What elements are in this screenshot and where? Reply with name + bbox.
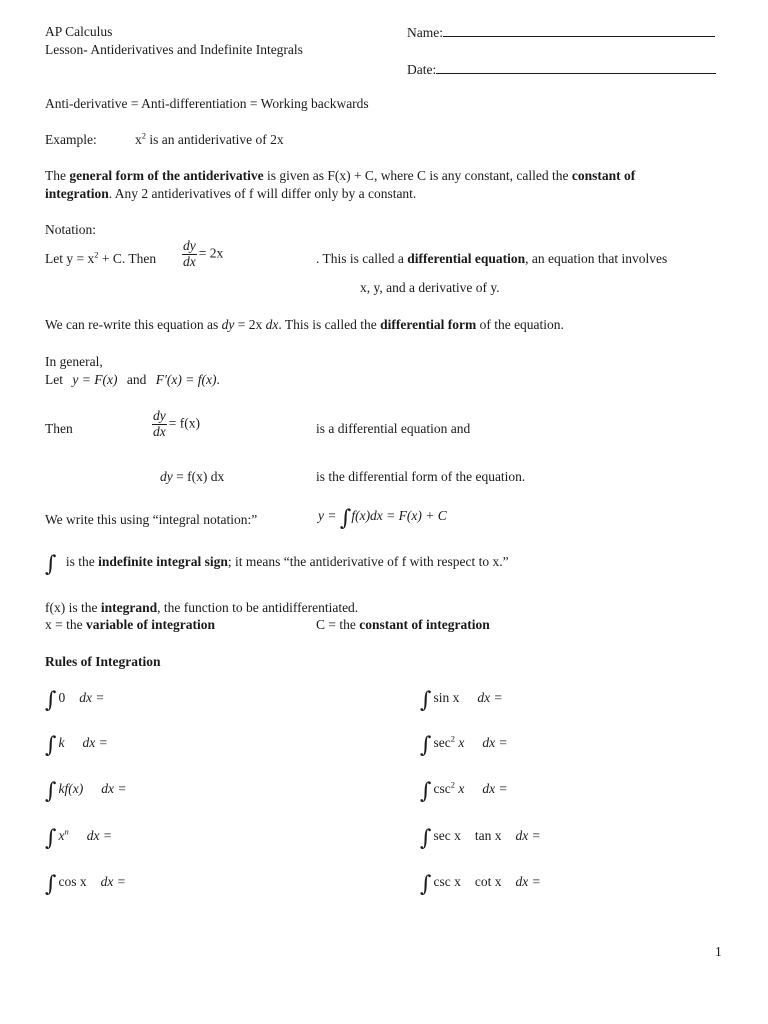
rewrite-mid: = 2x <box>234 317 266 332</box>
rule-expression: kf(x) <box>58 781 84 796</box>
dy-dx-equation <box>180 239 223 270</box>
course-title: AP Calculus <box>45 24 113 39</box>
variable-bold: variable of integration <box>85 617 215 632</box>
general-form-line2 <box>45 186 416 203</box>
integral-icon: ∫ <box>420 733 432 758</box>
general-form-text: The <box>45 168 70 183</box>
called-text: . This is called a <box>316 251 408 266</box>
rule-left-4 <box>45 828 112 850</box>
rule-variable: x <box>454 781 465 796</box>
example-base: x <box>135 132 142 147</box>
date-field[interactable] <box>407 61 716 79</box>
rule-expression: sin x <box>433 690 460 705</box>
rule-right-1 <box>420 690 503 712</box>
variable-text: x = the <box>45 617 86 632</box>
rule-right-3 <box>420 781 508 803</box>
variable-of-integration <box>45 617 215 634</box>
then-label: Then <box>45 421 73 436</box>
rule-exponent: 2 <box>450 779 455 790</box>
fraction-denominator: dx <box>183 253 196 269</box>
rule-left-1 <box>45 690 104 712</box>
constant-of-bold: constant of <box>571 168 636 183</box>
name-label: Name: <box>407 25 443 40</box>
antiderivative-definition: Anti-derivative = Anti-differentiation = Working backwards <box>45 96 369 111</box>
rule-dx: dx = <box>477 690 503 705</box>
differential-equation-text <box>316 251 667 268</box>
dy-dx-fraction <box>182 239 197 270</box>
rule-right-5 <box>420 874 541 896</box>
rule-expression-2: tan x <box>474 828 502 843</box>
general-df-dy: dy <box>160 469 173 484</box>
general-fraction-denominator: dx <box>153 423 166 439</box>
name-field[interactable] <box>407 24 715 42</box>
page-number: 1 <box>715 944 722 959</box>
let-exponent: 2 <box>94 249 99 260</box>
let-suffix: + C. Then <box>98 251 157 266</box>
integral-sign-line <box>45 554 509 576</box>
period: . <box>216 372 220 387</box>
and-word: and <box>126 372 147 387</box>
involves-text: x, y, and a derivative of y. <box>360 280 500 295</box>
rule-expression: sec x <box>433 828 461 843</box>
rule-expression: x <box>58 828 65 843</box>
rewrite-suffix: . This is called the <box>278 317 381 332</box>
called-text-2: , an equation that involves <box>525 251 668 266</box>
rewrite-suffix-2: of the equation. <box>476 317 564 332</box>
integral-icon: ∫ <box>45 779 57 804</box>
differential-equation-desc: is a differential equation and <box>316 421 471 436</box>
general-fraction-rhs: = f(x) <box>168 415 200 431</box>
constant-of-integration <box>316 617 490 634</box>
rule-expression-2: cot x <box>474 874 502 889</box>
constant-text: C = the <box>316 617 360 632</box>
differential-form-desc: is the differential form of the equation. <box>316 469 526 484</box>
example-exponent: 2 <box>141 130 146 141</box>
integral-sign-text: is the <box>62 554 99 569</box>
rule-dx: dx = <box>101 781 127 796</box>
rewrite-prefix: We can re-write this equation as <box>45 317 219 332</box>
rule-dx: dx = <box>482 781 508 796</box>
rule-left-2 <box>45 735 108 757</box>
general-form-text-3: . Any 2 antiderivatives of f will differ only by a constant. <box>108 186 417 201</box>
general-df-rhs: = f(x) dx <box>172 469 225 484</box>
date-line <box>436 61 716 74</box>
general-differential-form <box>160 469 224 486</box>
fraction-numerator: dy <box>183 238 196 253</box>
indefinite-integral-icon: ∫ <box>45 552 57 577</box>
integral-eq-right: f(x)dx = F(x) + C <box>351 508 447 523</box>
lesson-title: Lesson- Antiderivatives and Indefinite Integrals <box>45 42 303 57</box>
rule-dx: dx = <box>515 874 541 889</box>
rewrite-line <box>45 317 564 334</box>
rule-left-3 <box>45 781 126 803</box>
general-form-line1 <box>45 168 635 185</box>
differential-equation-bold: differential equation <box>407 251 526 266</box>
notation-let <box>45 251 156 268</box>
example-label: Example: <box>45 132 97 147</box>
in-general-heading: In general, <box>45 354 103 369</box>
general-fraction-numerator: dy <box>153 408 166 423</box>
rules-heading: Rules of Integration <box>45 654 161 669</box>
rewrite-dy: dy <box>221 317 235 332</box>
rule-exponent: 2 <box>450 733 455 744</box>
integral-icon: ∫ <box>420 872 432 897</box>
let-prefix: Let y = x <box>45 251 95 266</box>
example-rest: is an antiderivative of 2x <box>146 132 284 147</box>
integration-bold: integration <box>45 186 109 201</box>
rule-expression: cos x <box>58 874 87 889</box>
integral-icon: ∫ <box>420 779 432 804</box>
integral-icon: ∫ <box>45 733 57 758</box>
rule-left-5 <box>45 874 126 896</box>
rule-expression: csc <box>433 781 451 796</box>
let-label: Let <box>45 372 63 387</box>
indefinite-integral-sign-bold: indefinite integral sign <box>98 554 228 569</box>
constant-bold: constant of integration <box>359 617 490 632</box>
integral-icon: ∫ <box>45 872 57 897</box>
integral-icon: ∫ <box>45 826 57 851</box>
integrand-text: f(x) is the <box>45 600 101 615</box>
integral-icon: ∫ <box>420 688 432 713</box>
rule-variable: x <box>454 735 465 750</box>
y-equals-F: y = F(x) <box>72 372 118 387</box>
differential-form-bold: differential form <box>380 317 477 332</box>
rule-right-4 <box>420 828 541 850</box>
rule-dx: dx = <box>82 735 108 750</box>
rule-expression: 0 <box>58 690 66 705</box>
integral-notation-text: We write this using “integral notation:” <box>45 512 258 527</box>
rule-dx: dx = <box>515 828 541 843</box>
rule-exponent: n <box>64 826 69 837</box>
name-line <box>443 24 715 37</box>
rewrite-dx: dx <box>265 317 279 332</box>
integral-notation-equation <box>318 508 447 530</box>
general-form-text-2: is given as F(x) + C, where C is any constant, called the <box>263 168 572 183</box>
date-label: Date: <box>407 62 437 77</box>
in-general-let <box>45 372 220 389</box>
rule-dx: dx = <box>86 828 112 843</box>
example-text <box>135 132 284 149</box>
integrand-text-2: , the function to be antidifferentiated. <box>157 600 359 615</box>
notation-label: Notation: <box>45 222 96 237</box>
integral-icon: ∫ <box>339 506 352 531</box>
integrand-bold: integrand <box>100 600 158 615</box>
rule-dx: dx = <box>100 874 126 889</box>
general-form-bold: general form of the antiderivative <box>69 168 264 183</box>
integral-sign-text-2: ; it means “the antiderivative of f with respect to x.” <box>227 554 509 569</box>
rule-right-2 <box>420 735 508 757</box>
rule-expression: k <box>58 735 65 750</box>
fraction-rhs: = 2x <box>198 245 224 261</box>
general-differential-equation <box>150 409 200 440</box>
rule-dx: dx = <box>79 690 105 705</box>
F-prime-equals-f: F′(x) = f(x) <box>155 372 217 387</box>
rule-expression: sec <box>433 735 451 750</box>
general-dy-dx-fraction <box>152 409 167 440</box>
integral-icon: ∫ <box>420 826 432 851</box>
rule-expression: csc x <box>433 874 461 889</box>
integral-eq-left: y = <box>318 508 337 523</box>
rule-dx: dx = <box>482 735 508 750</box>
integral-icon: ∫ <box>45 688 57 713</box>
integrand-line <box>45 600 358 617</box>
